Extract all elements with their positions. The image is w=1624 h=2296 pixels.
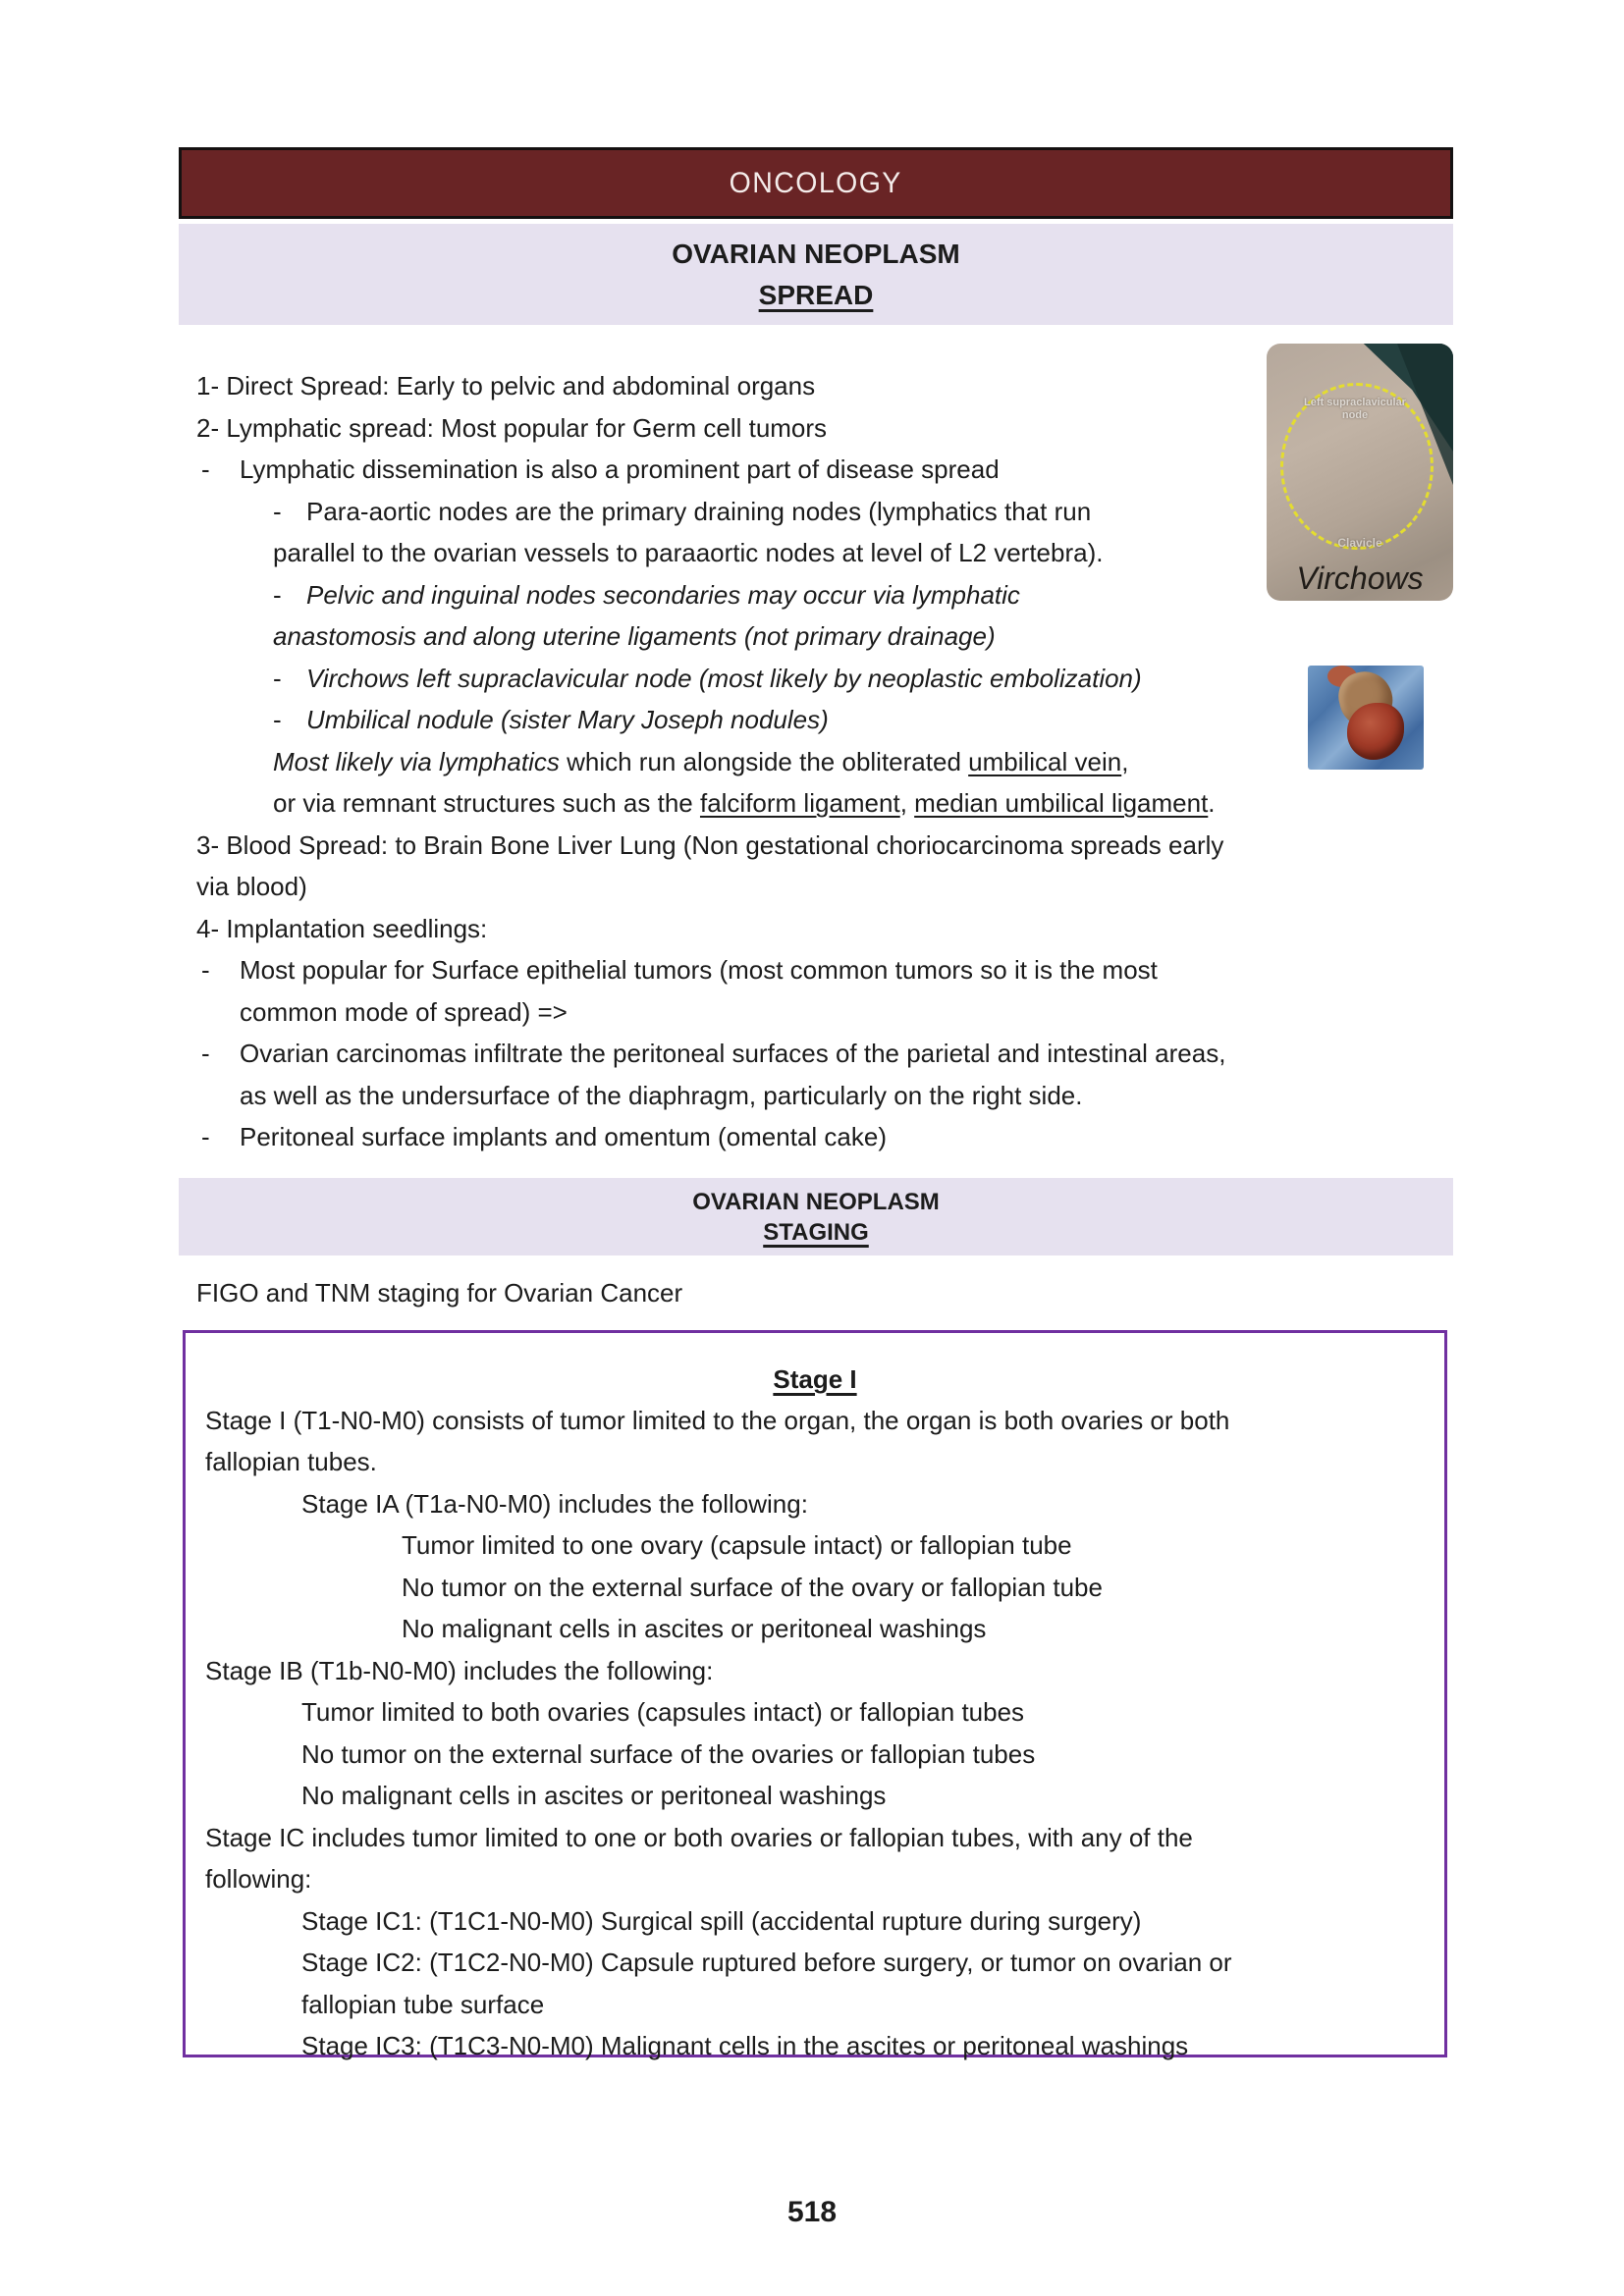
text-line [196,991,1453,1034]
staging-header-subtitle: STAGING [763,1218,869,1246]
text-line [196,782,1453,825]
dash-bullet: - [201,1122,210,1151]
text-line [196,741,1453,783]
text-segment: which run alongside the obliterated [559,746,969,776]
oncology-banner-title: ONCOLOGY [729,166,903,199]
text-segment: Stage IC includes tumor limited to one or both ovaries or fallopian tubes, with any of the [205,1822,1193,1852]
text-segment: Stage IC2: (T1C2-N0-M0) Capsule ruptured before surgery, or tumor on ovarian or [301,1948,1232,1977]
dash-bullet: - [201,955,210,985]
text-segment: parallel to the ovarian vessels to paraaortic nodes at level of L2 vertebra). [273,538,1104,567]
text-segment: Pelvic and inguinal nodes secondaries may occur via lymphatic [306,579,1020,610]
text-segment: Peritoneal surface implants and omentum (omental cake) [240,1122,887,1151]
text-line [196,449,1453,491]
text-segment: . [1208,788,1216,818]
staging-section-header [179,1178,1453,1255]
text-segment: Stage IC1: (T1C1-N0-M0) Surgical spill (accidental rupture during surgery) [301,1905,1142,1936]
text-segment: median umbilical ligament [914,788,1209,818]
text-segment: via blood) [196,872,307,901]
text-line [205,1859,1425,1901]
text-segment: No tumor on the external surface of the ovary or fallopian tube [402,1572,1103,1602]
text-segment: No malignant cells in ascites or peritoneal washings [402,1614,987,1643]
text-line [205,1442,1425,1484]
text-line [205,1776,1425,1818]
text-line [196,532,1453,574]
spread-section-header [179,224,1453,325]
text-line [196,699,1453,741]
text-segment: following: [205,1864,312,1894]
oncology-banner [179,147,1453,219]
text-line [196,825,1453,867]
text-line [205,2026,1425,2068]
text-segment: Tumor limited to one ovary (capsule intact) or fallopian tube [402,1530,1072,1560]
text-line [205,1609,1425,1651]
text-line [205,1901,1425,1944]
text-line [196,658,1453,700]
text-segment: 3- Blood Spread: to Brain Bone Liver Lung (Non gestational choriocarcinoma spreads early [196,829,1224,860]
text-line [196,1116,1453,1158]
stage1-box [183,1330,1447,2060]
text-segment: 2- Lymphatic spread: Most popular for Germ cell tumors [196,412,828,443]
text-segment: Stage IC3: (T1C3-N0-M0) Malignant cells in the ascites or peritoneal washings [301,2031,1189,2060]
specimen-mass-shape [1347,703,1404,760]
text-line [205,1692,1425,1735]
text-segment: falciform ligament [699,788,900,818]
text-segment: Stage IB (T1b-N0-M0) includes the following: [205,1655,714,1685]
dash-bullet: - [273,705,282,734]
dash-bullet: - [273,579,282,610]
text-line [205,1401,1425,1443]
text-segment: 4- Implantation seedlings: [196,913,488,943]
text-line [205,1525,1425,1568]
text-line [205,1735,1425,1777]
spread-header-title: OVARIAN NEOPLASM [672,238,960,269]
text-line [196,574,1453,616]
text-segment: 1- Direct Spread: Early to pelvic and abdominal organs [196,371,816,400]
text-segment: Umbilical nodule (sister Mary Joseph nodules) [306,705,829,734]
clavicle-label: Clavicle [1337,536,1382,550]
dash-bullet: - [273,663,282,693]
text-segment: , [1121,746,1129,776]
staging-header-title: OVARIAN NEOPLASM [692,1188,940,1215]
text-line [196,949,1453,991]
text-segment: Stage I (T1-N0-M0) consists of tumor limited to the organ, the organ is both ovaries or both [205,1405,1230,1435]
virchows-caption: Virchows [1296,561,1424,596]
text-line [205,1568,1425,1610]
text-line [196,1033,1453,1075]
text-segment: Most likely via lymphatics [273,746,560,776]
text-line [205,1943,1425,1985]
text-segment: or via remnant structures such as the [273,788,700,818]
text-segment: Para-aortic nodes are the primary draining nodes (lymphatics that run [306,496,1092,526]
stage1-box-body [205,1401,1425,2068]
text-line [196,1075,1453,1117]
text-segment: Virchows left supraclavicular node (most likely by neoplastic embolization) [306,663,1142,693]
text-line [196,908,1453,950]
text-segment: as well as the undersurface of the diaphragm, particularly on the right side. [240,1080,1083,1110]
dash-bullet: - [201,1039,210,1068]
spread-header-subtitle: SPREAD [758,279,874,310]
dash-bullet: - [201,454,210,484]
text-line [196,491,1453,533]
text-line [205,1651,1425,1693]
node-label: Left supraclavicular node [1304,397,1406,421]
text-segment: Most popular for Surface epithelial tumors (most common tumors so it is the most [240,955,1158,985]
text-segment: Tumor limited to both ovaries (capsules intact) or fallopian tubes [301,1697,1025,1727]
text-line [196,407,1453,450]
text-line [196,365,1453,407]
text-segment: No malignant cells in ascites or peritoneal washings [301,1781,887,1810]
text-segment: Stage IA (T1a-N0-M0) includes the following: [301,1488,808,1519]
text-segment: anastomosis and along uterine ligaments (not primary drainage) [273,621,996,651]
text-line [196,866,1453,908]
text-line [205,1484,1425,1526]
text-segment: fallopian tubes. [205,1447,377,1476]
text-segment: Ovarian carcinomas infiltrate the peritoneal surfaces of the parietal and intestinal areas, [240,1039,1226,1068]
stage1-box-heading: Stage I [773,1364,857,1394]
virchows-node-photo [1267,344,1453,601]
text-line [196,615,1453,658]
spread-body-text [196,365,1453,1158]
figo-intro-text: FIGO and TNM staging for Ovarian Cancer [196,1278,683,1308]
text-segment: No tumor on the external surface of the ovaries or fallopian tubes [301,1738,1036,1769]
text-segment: fallopian tube surface [301,1989,545,2019]
text-segment: common mode of spread) => [240,996,568,1027]
umbilical-nodule-photo [1308,666,1424,770]
text-line [205,1818,1425,1860]
text-segment: umbilical vein [968,746,1122,776]
page-number: 518 [786,2196,838,2228]
text-segment: , [899,788,915,818]
text-segment: Lymphatic dissemination is also a prominent part of disease spread [240,454,1000,484]
dash-bullet: - [273,496,282,526]
text-line [205,1985,1425,2027]
